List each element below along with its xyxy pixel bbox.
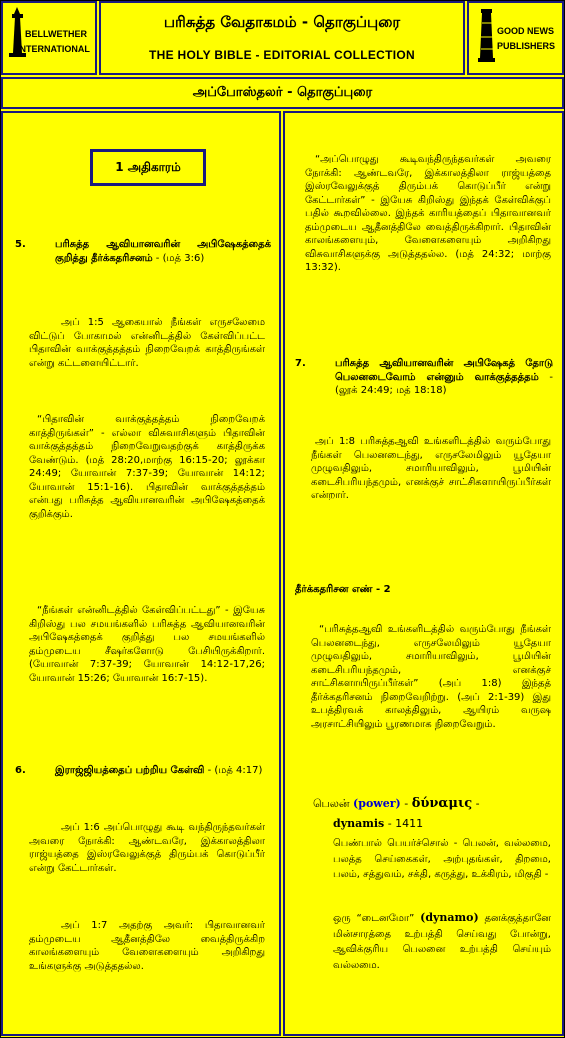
- paragraph-text: அப் 1:5 ஆகையால் நீங்கள் எருசலேமை விட்டுப் போகாமல் என்னிடத்தில் கேள்விப்பட்ட பிதாவின் வாக்குத்தத்தம் நிறைவேறக் காத்திருங்கள் என்று கட்டளையிட்டார்.: [29, 317, 265, 369]
- paragraph: [29, 919, 265, 973]
- prophecy-heading: தீர்க்கதரிசன எண் - 2: [295, 584, 391, 595]
- bellwether-logo: [1, 1, 97, 75]
- section-title-text: பரிசுத்த ஆவியானவரின் அபிஷேகத் தோடு பெலனடைவோம் என்னும் வாக்குத்தத்தம்: [335, 358, 553, 383]
- section-5-heading: [15, 238, 271, 278]
- section-7-heading: [295, 357, 553, 441]
- good-news-logo-text-2: PUBLISHERS: [497, 41, 556, 51]
- header-title-english: THE HOLY BIBLE - EDITORIAL COLLECTION: [148, 48, 415, 62]
- section-title: [55, 764, 271, 778]
- power-definition: [313, 794, 553, 834]
- section-title-bar: அப்போஸ்தலர் - தொகுப்புரை: [1, 77, 564, 109]
- paragraph-text: ஒரு “டைனமோ”: [333, 913, 421, 924]
- greek-word: δύναμις: [411, 796, 473, 811]
- section-6-heading: [15, 764, 271, 794]
- section-number: 6.: [15, 765, 26, 776]
- dynamo-english: (dynamo): [420, 911, 479, 924]
- section-title-text: இராஜ்ஜியத்தைப் பற்றிய கேள்வி: [55, 765, 205, 776]
- good-news-logo-text-1: GOOD NEWS: [497, 26, 555, 36]
- power-label: பெலன்: [313, 797, 354, 810]
- paragraph-text: தனக்குத்தானே மின்சாரத்தை உற்பத்தி செய்வது போன்று, ஆவிக்குரிய பெலனை உற்பத்தி செய்யும் வல்லமை.: [333, 913, 551, 971]
- section-reference: - (மத் 4:17): [204, 765, 263, 776]
- right-column: [283, 111, 564, 1036]
- paragraph-text: “பரிசுத்தஆவி உங்களிடத்தில் வரும்போது நீங்கள் பெலனடைந்து, எருசலேமிலும் யூதேயா முழுவதிலும், சமாரியாவிலும், பூமியின் கடைசிபரியந்தமும், எனக்குச் சாட்சிகளாயிருப்பீர்கள்” (அப் 1:8) இந்தத் தீர்க்கதரிசனம் நிறைவேறிற்று. (அப் 2:1-39) இது உபத்திரவக் காலத்திலும், ஆயிரம் வருஷ அரசாட்சியிலும் பூரணமாக நிறைவேறும்.: [311, 624, 551, 730]
- good-news-logo: [467, 1, 564, 75]
- left-column: [1, 111, 281, 1036]
- paragraph-text: “நீங்கள் என்னிடத்தில் கேள்விப்பட்டது” - இயேசு கிறிஸ்து பல சமயங்களில் பரிசுத்த ஆவியானவரின் அபிஷேகத்தைக் குறித்து பல சமயங்களில் தம்முடைய சீஷர்களோடு பேசியிருக்கிறார். (யோவான் 7:37-39; யோவான் 14:12-17,26; யோவான் 15:26; யோவான் 16:7-15).: [29, 605, 265, 684]
- section-number: 7.: [295, 358, 306, 369]
- paragraph: [29, 316, 265, 370]
- chapter-heading: 1 அதிகாரம்: [90, 149, 206, 186]
- section-title: [55, 238, 271, 265]
- paragraph: [305, 153, 551, 275]
- paragraph-text: “பிதாவின் வாக்குத்தத்தம் நிறைவேறக் காத்திருங்கள்” - எல்லா விசுவாசிகளும் பிதாவின் வாக்குத்தத்தம் நிறைவேறுவதற்குக் காத்திருக்க வேண்டும். (மத் 28:20,மாற்கு 16:15-20; லூக்கா 24:49; யோவான் 7:37-39; யோவான் 14:12; யோவான் 15:1-16). பிதாவின் வாக்குத்தத்தம் என்பது பரிசுத்த ஆவியானவரின் அபிஷேகத்தைக் குறிக்கும்.: [29, 414, 265, 520]
- paragraph-text: அப் 1:7 அதற்கு அவர்: பிதாவானவர் தம்முடைய ஆதீனத்திலே வைத்திருக்கிற காலங்களையும் வேளைகளையும் அறிகிறது உங்களுக்கு அடுத்ததல்ல.: [29, 920, 265, 972]
- paragraph: [311, 435, 551, 503]
- bellwether-logo-text-1: BELLWETHER: [25, 29, 87, 39]
- paragraph: [333, 910, 551, 973]
- paragraph: [29, 413, 265, 521]
- paragraph-text: பெண்பால் பெயர்ச்சொல் - பெலன், வல்லமை, பலத்த செய்கைகள், அற்புதங்கள், திறமை, பலம், சத்துவம், சக்தி, கருத்து, உக்கிரம், மிகுதி -: [333, 838, 551, 880]
- paragraph: [311, 623, 551, 731]
- separator: -: [400, 797, 412, 810]
- section-number: 5.: [15, 239, 26, 250]
- power-english: (power): [353, 797, 401, 810]
- section-title: [335, 357, 553, 398]
- section-reference: - (லூக் 24:49; மத் 18:18): [335, 371, 553, 396]
- good-news-logo-icon: [469, 3, 561, 73]
- paragraph: [29, 821, 265, 875]
- header-title-box: [99, 1, 465, 75]
- separator: -: [472, 797, 480, 810]
- section-title-text: பரிசுத்த ஆவியானவரின் அபிஷேகத்தைக் குறித்து தீர்க்கதரிசனம்: [55, 239, 271, 264]
- section-reference: - (மத் 3:6): [152, 252, 205, 264]
- transliteration: dynamis: [333, 817, 385, 830]
- strongs-number: - 1411: [384, 817, 424, 830]
- paragraph-text: “அப்பொழுது கூடிவந்திருந்தவர்கள் அவரை நோக்கி: ஆண்டவரே, இக்காலத்திலா ராஜ்யத்தை இஸ்ரவேலுக்குத் திரும்பக் கொடுப்பீர் என்று கேட்டார்கள்” - இயேசு கிறிஸ்து இந்தக் கேள்விக்குப் பதில் கூறவில்லை. இந்தக் காரியத்தைப் பிதாவானவர் தம்முடைய ஆதீனத்திலே வைத்திருக்கிறார். பிதாவின் காலங்களையும், வேளைகளையும் அறிகிறது விசுவாசிகளுக்கு அடுத்ததல்ல. (மத் 24:32; மாற்கு 13:32).: [305, 154, 551, 273]
- header-title-tamil: பரிசுத்த வேதாகமம் - தொகுப்புரை: [163, 13, 401, 31]
- paragraph-text: அப் 1:8 பரிசுத்தஆவி உங்களிடத்தில் வரும்போது நீங்கள் பெலனடைந்து, எருசலேமிலும் யூதேயா முழுவதிலும், சமாரியாவிலும், பூமியின் கடைசிபரியந்தமும், எனக்குச் சாட்சிகளாயிருப்பீர்கள் என்றார்.: [311, 436, 551, 501]
- paragraph: [29, 604, 265, 685]
- bellwether-logo-text-2: INTERNATIONAL: [17, 44, 90, 54]
- paragraph-text: அப் 1:6 அப்பொழுது கூடி வந்திருந்தவர்கள் அவரை நோக்கி: ஆண்டவரே, இக்காலத்திலா ராஜ்யத்தை இஸ்ரவேலுக்குத் திரும்பக் கொடுப்பீர் என்று கேட்டார்கள்.: [29, 822, 265, 874]
- paragraph: [333, 836, 551, 883]
